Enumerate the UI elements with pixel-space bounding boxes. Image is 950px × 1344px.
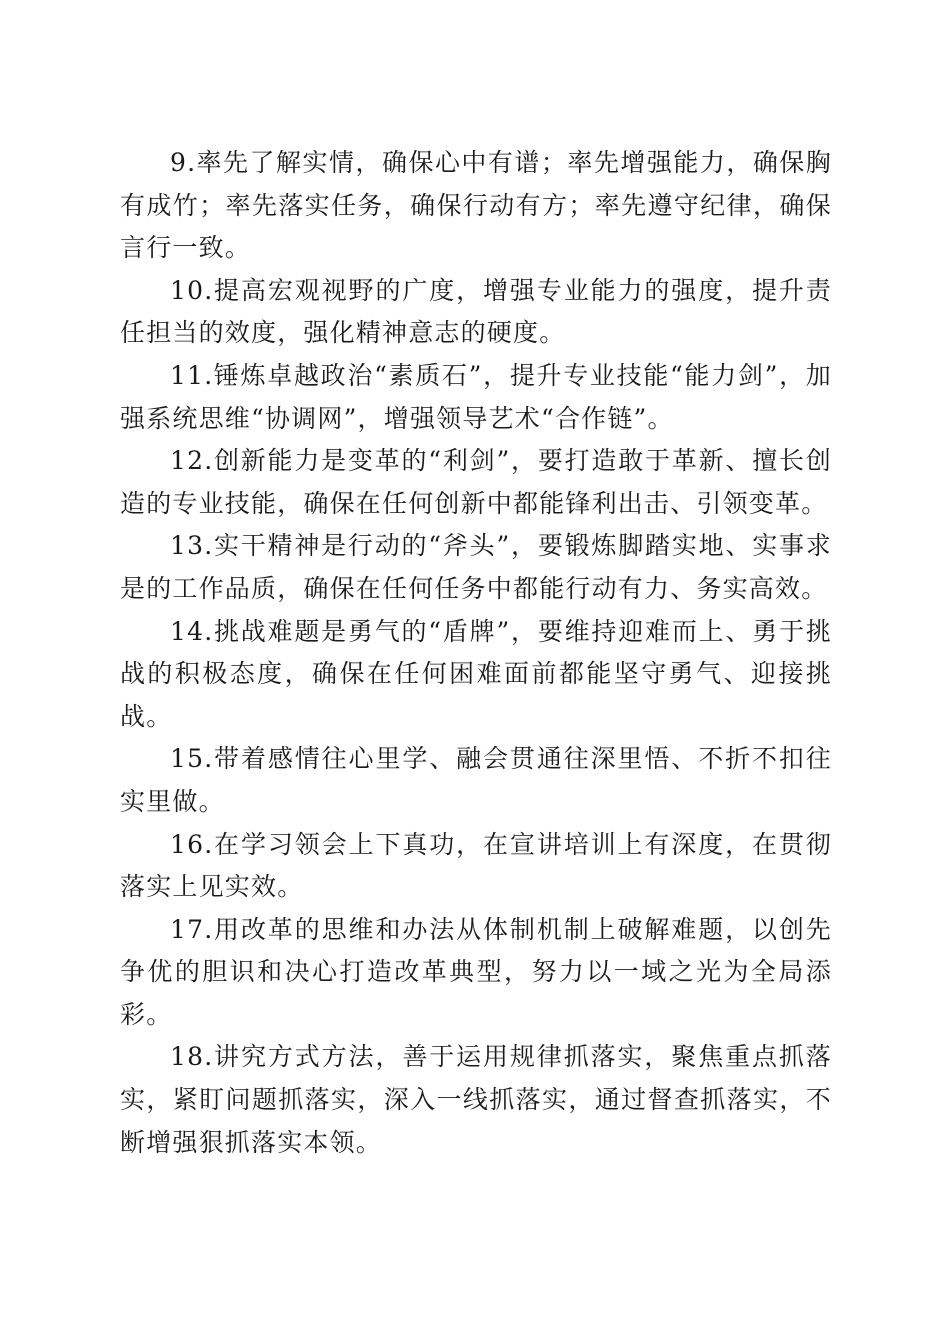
paragraph-10: 10.提高宏观视野的广度，增强专业能力的强度，提升责任担当的效度，强化精神意志的硬度。 <box>120 275 832 348</box>
paragraph-14: 14.挑战难题是勇气的“盾牌”，要维持迎难而上、勇于挑战的积极态度，确保在任何困难面前都能坚守勇气、迎接挑战。 <box>120 616 832 731</box>
paragraph-18: 18.讲究方式方法，善于运用规律抓落实，聚焦重点抓落实，紧盯问题抓落实，深入一线抓落实，通过督查抓落实，不断增强狠抓落实本领。 <box>120 1042 832 1157</box>
paragraph-9: 9.率先了解实情，确保心中有谱；率先增强能力，确保胸有成竹；率先落实任务，确保行动有方；率先遵守纪律，确保言行一致。 <box>120 148 832 263</box>
document-page <box>120 142 832 1164</box>
paragraph-15: 15.带着感情往心里学、融会贯通往深里悟、不折不扣往实里做。 <box>120 744 832 816</box>
paragraph-12: 12.创新能力是变革的“利剑”，要打造敢于革新、擅长创造的专业技能，确保在任何创新中都能锋利出击、引领变革。 <box>120 446 832 518</box>
paragraph-13: 13.实干精神是行动的“斧头”，要锻炼脚踏实地、实事求是的工作品质，确保在任何任务中都能行动有力、务实高效。 <box>120 531 832 603</box>
paragraph-17: 17.用改革的思维和办法从体制机制上破解难题，以创先争优的胆识和决心打造改革典型，努力以一域之光为全局添彩。 <box>120 914 832 1029</box>
paragraph-16: 16.在学习领会上下真功，在宣讲培训上有深度，在贯彻落实上见实效。 <box>120 829 832 902</box>
paragraph-11: 11.锤炼卓越政治“素质石”，提升专业技能“能力剑”，加强系统思维“协调网”，增强领导艺术“合作链”。 <box>120 360 832 433</box>
